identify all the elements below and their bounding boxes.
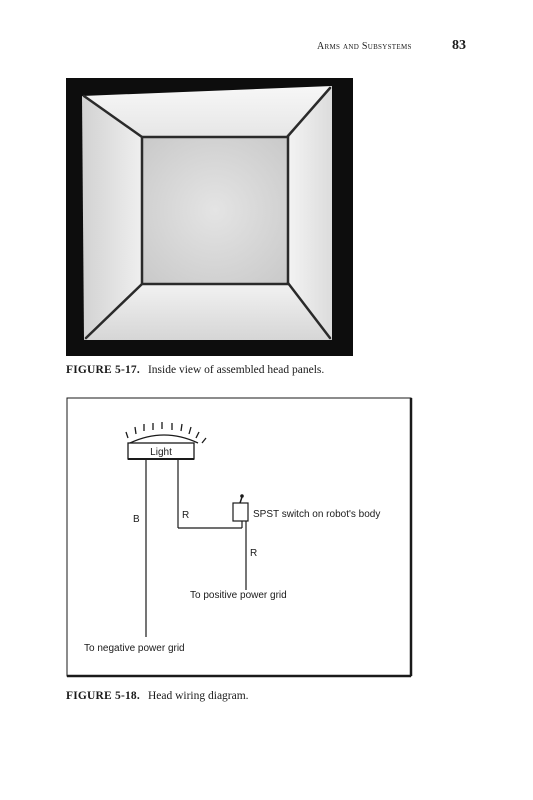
figure-5-17-label: FIGURE 5-17. — [66, 364, 140, 376]
page-number: 83 — [452, 38, 466, 53]
wiring-diagram — [66, 397, 414, 679]
diagram-frame — [67, 398, 411, 676]
figure-5-17-caption — [66, 364, 324, 376]
switch-label: SPST switch on robot's body — [253, 509, 381, 520]
figure-5-17-text: Inside view of assembled head panels. — [147, 364, 325, 376]
wire-r-label-bottom: R — [250, 548, 258, 559]
negative-grid-label: To negative power grid — [84, 643, 185, 654]
head-panels-photo — [66, 78, 353, 356]
figure-5-18-caption — [66, 690, 249, 702]
running-head: Arms and Subsystems — [317, 41, 412, 52]
wire-r-label-top: R — [182, 510, 190, 521]
figure-5-18-text: Head wiring diagram. — [147, 690, 249, 702]
light-label: Light — [150, 447, 172, 458]
wire-b-label: B — [133, 514, 140, 525]
figure-5-18-label: FIGURE 5-18. — [66, 690, 140, 702]
positive-grid-label: To positive power grid — [190, 590, 287, 601]
